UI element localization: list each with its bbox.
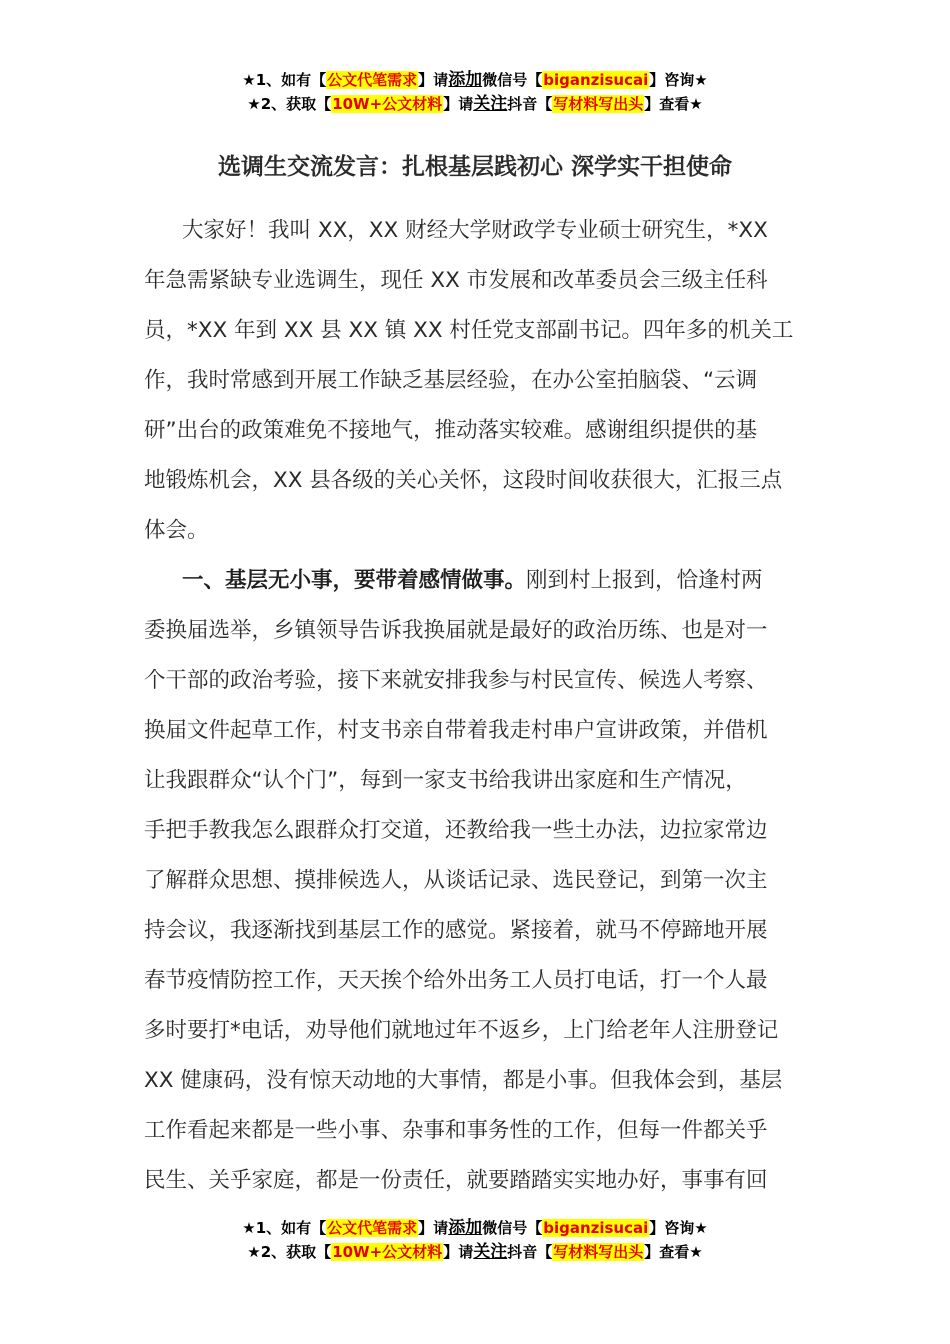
text-line: 体会。 [144, 518, 209, 543]
text-line: 民生、关乎家庭，都是一份责任，就要踏踏实实地办好，事事有回 [144, 1168, 768, 1193]
promo-highlight: 写材料写出头 [553, 1243, 644, 1261]
promo-text: 】请 [443, 1243, 474, 1261]
promo-text: 】请 [418, 1219, 449, 1237]
paragraph-intro [144, 206, 806, 556]
promo-banner-bottom [0, 1216, 950, 1264]
text-line: 持会议，我逐渐找到基层工作的感觉。紧接着，就马不停蹄地开展 [144, 918, 768, 943]
promo-text: 】请 [418, 71, 449, 89]
promo-text: ★1、如有【 [242, 71, 327, 89]
promo-text: 抖音【 [507, 95, 553, 113]
text-line: 委换届选举，乡镇领导告诉我换届就是最好的政治历练、也是对一 [144, 618, 768, 643]
promo-emphasis: 添加 [448, 1218, 483, 1238]
text-line: 手把手教我怎么跟群众打交道，还教给我一些土办法，边拉家常边 [144, 818, 768, 843]
promo-text: ★2、获取【 [247, 95, 332, 113]
text-line: XX 健康码，没有惊天动地的大事情，都是小事。但我体会到，基层 [144, 1068, 783, 1093]
promo-line-1 [0, 1216, 950, 1240]
text-line: 工作看起来都是一些小事、杂事和事务性的工作，但每一件都关乎 [144, 1118, 768, 1143]
text-line: 大家好！我叫 XX，XX 财经大学财政学专业硕士研究生，*XX [182, 218, 768, 243]
promo-highlight: 10W+公文材料 [332, 95, 443, 113]
text-run: 刚到村上报到，恰逢村两 [526, 568, 763, 593]
promo-text: 】请 [443, 95, 474, 113]
promo-highlight: 公文代笔需求 [327, 1219, 418, 1237]
text-line: 换届文件起草工作，村支书亲自带着我走村串户宣讲政策，并借机 [144, 718, 768, 743]
text-line: 地锻炼机会，XX 县各级的关心关怀，这段时间收获很大，汇报三点 [144, 468, 783, 493]
text-line: 年急需紧缺专业选调生，现任 XX 市发展和改革委员会三级主任科 [144, 268, 768, 293]
promo-emphasis: 添加 [448, 70, 483, 90]
text-line: 了解群众思想、摸排候选人，从谈话记录、选民登记，到第一次主 [144, 868, 768, 893]
paragraph-section-1 [144, 556, 806, 1206]
promo-banner-top [0, 68, 950, 116]
section-heading: 一、基层无小事，要带着感情做事。 [182, 568, 527, 593]
text-line: 作，我时常感到开展工作缺乏基层经验，在办公室拍脑袋、“云调 [144, 368, 758, 393]
promo-text: 抖音【 [507, 1243, 553, 1261]
promo-text: 】查看★ [644, 95, 703, 113]
promo-text: 微信号【 [482, 71, 543, 89]
promo-highlight: biganzisucai [543, 71, 649, 89]
promo-line-2 [0, 92, 950, 116]
promo-highlight: biganzisucai [543, 1219, 649, 1237]
text-line: 研”出台的政策难免不接地气，推动落实较难。感谢组织提供的基 [144, 418, 758, 443]
text-line: 个干部的政治考验，接下来就安排我参与村民宣传、候选人考察、 [144, 668, 768, 693]
document-title: 选调生交流发言：扎根基层践初心 深学实干担使命 [217, 154, 732, 180]
promo-line-1 [0, 68, 950, 92]
promo-highlight: 写材料写出头 [553, 95, 644, 113]
text-line: 多时要打*电话，劝导他们就地过年不返乡，上门给老年人注册登记 [144, 1018, 779, 1043]
promo-emphasis: 关注 [473, 1242, 508, 1262]
promo-line-2 [0, 1240, 950, 1264]
promo-text: 】查看★ [644, 1243, 703, 1261]
text-line: 让我跟群众“认个门”，每到一家支书给我讲出家庭和生产情况， [144, 768, 747, 793]
text-line [144, 556, 806, 606]
promo-text: 】咨询★ [649, 1219, 708, 1237]
promo-text: ★1、如有【 [242, 1219, 327, 1237]
promo-emphasis: 关注 [473, 94, 508, 114]
promo-highlight: 10W+公文材料 [332, 1243, 443, 1261]
promo-text: 微信号【 [482, 1219, 543, 1237]
text-line: 春节疫情防控工作，天天挨个给外出务工人员打电话，打一个人最 [144, 968, 768, 993]
text-line: 员，*XX 年到 XX 县 XX 镇 XX 村任党支部副书记。四年多的机关工 [144, 318, 794, 343]
promo-text: 】咨询★ [649, 71, 708, 89]
promo-highlight: 公文代笔需求 [327, 71, 418, 89]
promo-text: ★2、获取【 [247, 1243, 332, 1261]
